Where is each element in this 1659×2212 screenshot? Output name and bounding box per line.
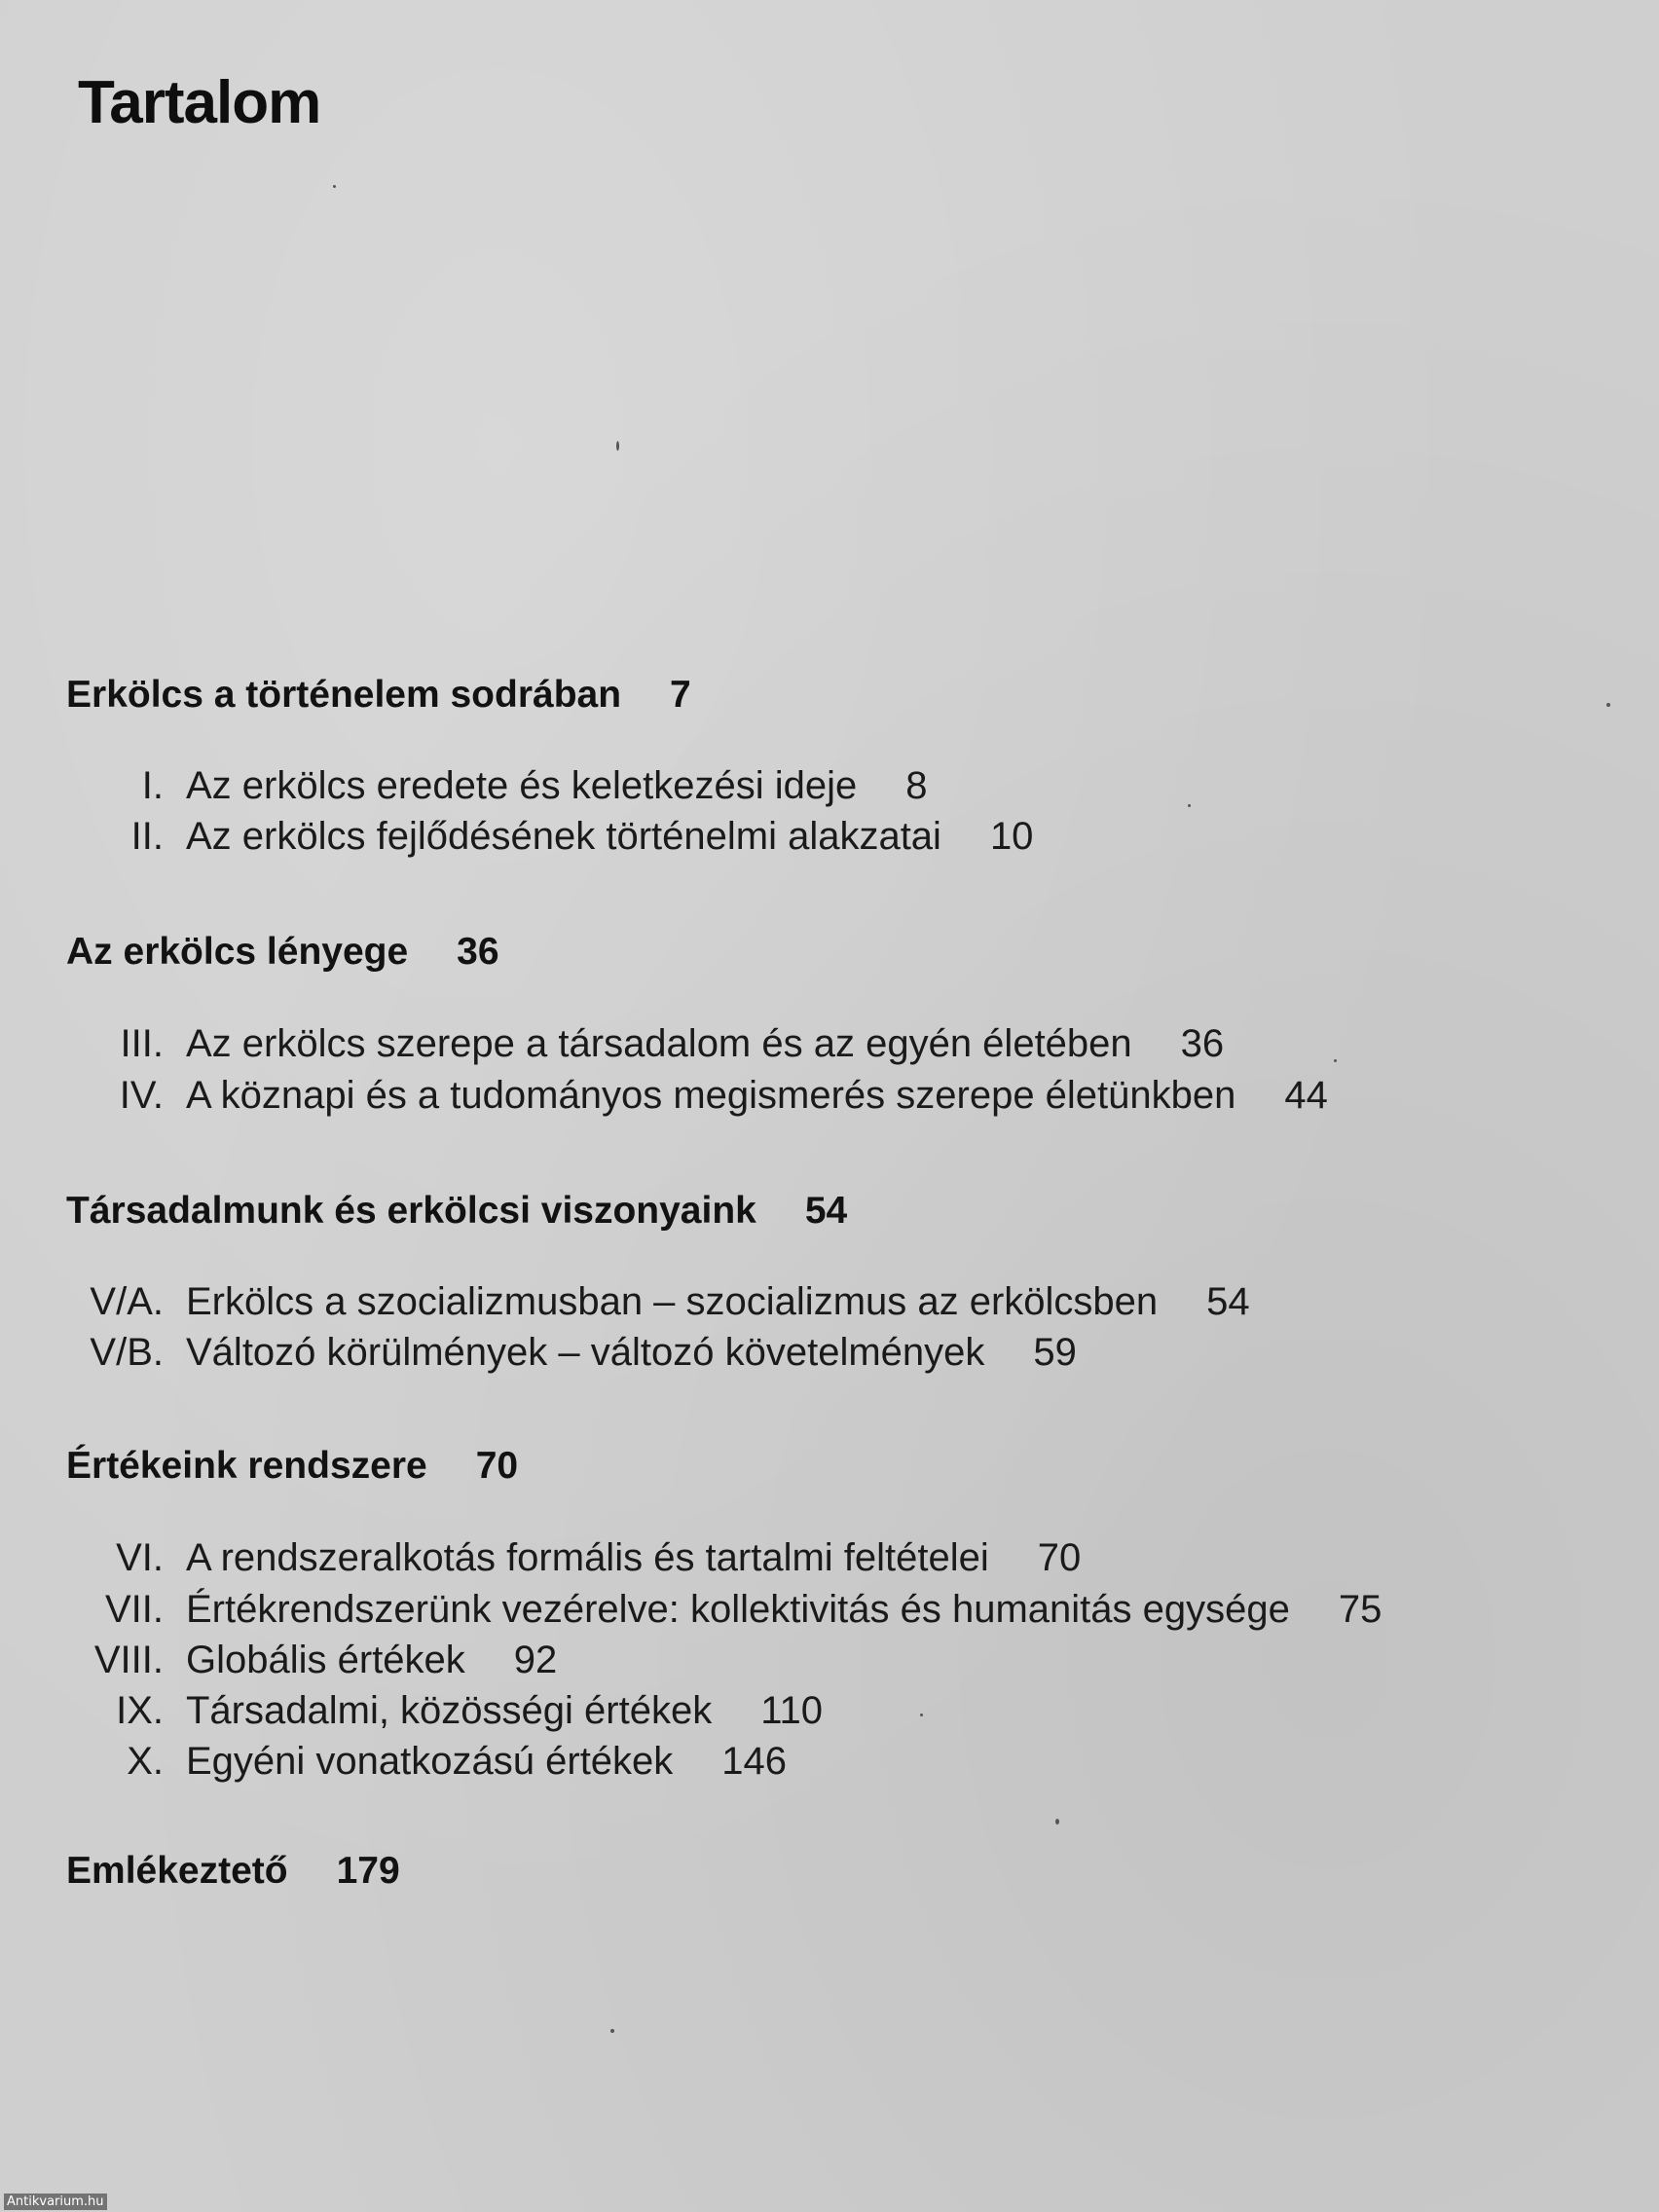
section-title: Értékeink rendszere [66,1445,427,1487]
chapter-number: VII. [104,1588,164,1631]
section-page-number: 70 [475,1445,519,1487]
section-page-number: 7 [670,674,691,716]
paper-speck [1055,1819,1059,1825]
chapter-title: A rendszeralkotás formális és tartalmi feltételei [186,1536,989,1579]
chapter-number: VIII. [93,1639,164,1681]
chapter-page-number: 75 [1338,1588,1382,1631]
chapter-page-number: 110 [760,1689,823,1732]
chapter-number: III. [120,1022,164,1065]
chapter-title: Egyéni vonatkozású értékek [186,1740,674,1783]
chapter-title: Értékrendszerünk vezérelve: kollektivitás és humanitás egysége [186,1588,1290,1631]
paper-speck [1334,1059,1337,1062]
chapter-number: I. [141,764,164,807]
section-page-number: 179 [336,1850,400,1892]
chapter-page-number: 146 [721,1740,788,1783]
section-title: Emlékeztető [66,1850,288,1892]
chapter-title: Társadalmi, közösségi értékek [186,1689,713,1732]
chapter-title: Az erkölcs eredete és keletkezési ideje [186,764,858,807]
paper-speck [920,1714,923,1716]
paper-speck [1188,804,1191,807]
chapter-number: II. [130,815,164,858]
chapter-page-number: 92 [513,1639,558,1681]
chapter-title: Az erkölcs szerepe a társadalom és az egyén életében [186,1022,1132,1065]
chapter-number: V/A. [90,1280,164,1323]
chapter-page-number: 59 [1033,1331,1077,1374]
paper-speck [610,2029,614,2033]
section-title: Társadalmunk és erkölcsi viszonyaink [66,1190,756,1232]
chapter-page-number: 8 [905,764,928,807]
section-heading[interactable] [66,1850,400,1893]
section-title: Az erkölcs lényege [66,931,409,973]
chapter-title: Az erkölcs fejlődésének történelmi alakzatai [186,815,941,858]
page-title: Tartalom [78,69,321,136]
chapter-page-number: 10 [989,815,1034,858]
paper-speck [616,441,619,451]
paper-speck [1606,703,1610,707]
paper-speck [333,185,336,188]
chapter-title: Erkölcs a szocializmusban – szocializmus az erkölcsben [186,1280,1159,1323]
chapter-page-number: 54 [1206,1280,1250,1323]
section-page-number: 36 [457,931,499,973]
section-heading[interactable] [66,1190,847,1233]
chapter-page-number: 70 [1037,1536,1082,1579]
chapter-number: X. [127,1740,164,1783]
chapter-page-number: 36 [1180,1022,1225,1065]
section-heading[interactable] [66,674,691,717]
section-title: Erkölcs a történelem sodrában [66,674,622,716]
chapter-page-number: 44 [1284,1074,1328,1117]
chapter-title: A köznapi és a tudományos megismerés szerepe életünkben [186,1074,1236,1117]
section-heading[interactable] [66,931,499,974]
watermark: Antikvarium.hu [4,2194,107,2210]
section-page-number: 54 [804,1190,848,1232]
chapter-number: VI. [116,1536,164,1579]
chapter-number: IV. [119,1074,164,1117]
section-heading[interactable] [66,1445,518,1488]
chapter-title: Változó körülmények – változó követelmények [186,1331,985,1374]
chapter-title: Globális értékek [186,1639,465,1681]
chapter-number: IX. [116,1689,164,1732]
chapter-number: V/B. [90,1331,164,1374]
